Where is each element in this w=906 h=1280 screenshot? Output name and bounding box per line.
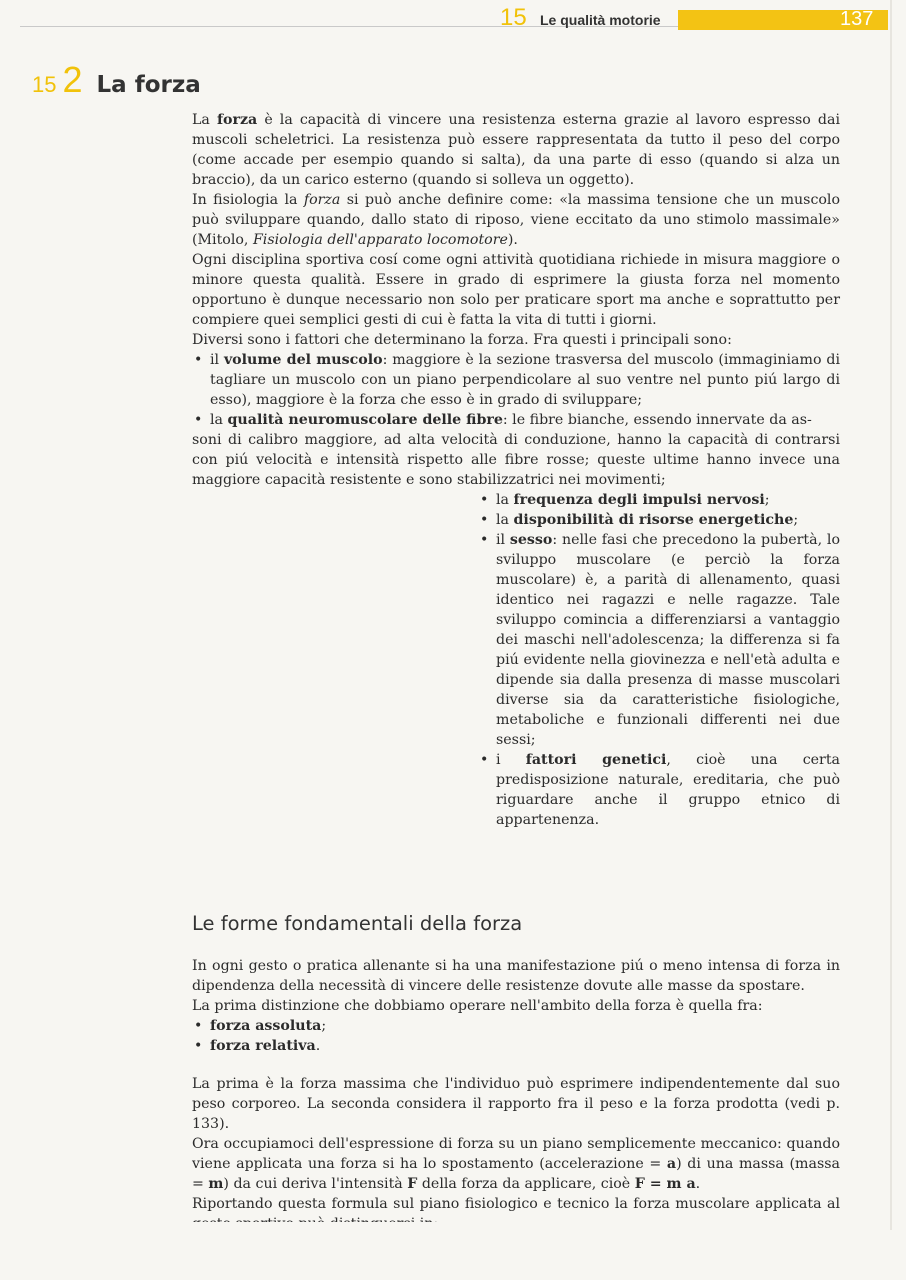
main-text	[192, 110, 840, 830]
paragraph-forms-intro: In ogni gesto o pratica allenante si ha una manifestazione piú o meno intensa di forza in dipendenza della necessità di vincere delle resistenze dovute alle masse da spostare.	[192, 958, 840, 994]
factors-list-2	[478, 490, 840, 830]
page-number: 137	[840, 8, 874, 30]
paragraph-distinction: La prima distinzione che dobbiamo operare nell'ambito della forza è quella fra:	[192, 998, 763, 1014]
paragraph-definition: La forza è la capacità di vincere una resistenza esterna grazie al lavoro espresso dai muscoli scheletrici. La resistenza può essere rappresentata da tutto il peso del corpo (come accade per esempio quando si salta), da una parte di esso (quando si alza un braccio), da un carico esterno (quando si solleva un oggetto).	[192, 112, 840, 188]
section-number: 2	[62, 59, 83, 100]
page-bottom-edge	[180, 1222, 860, 1252]
factors-list	[192, 350, 840, 430]
forms-list	[192, 1016, 840, 1056]
paragraph-physiological: Riportando questa formula sul piano fisiologico e tecnico la forza muscolare applicata al	[192, 1196, 840, 1212]
paragraph-physiology: In fisiologia la forza si può anche definire come: «la massima tensione che un muscolo può sviluppare quando, dallo stato di riposo, viene eccitato da uno stimolo massimale» (Mitolo, Fisiologia dell'apparato locomotore).	[192, 192, 841, 248]
section-chapter-number: 15	[32, 72, 57, 97]
list-item: • il volume del muscolo: maggiore è la sezione trasversa del muscolo (immaginiamo di tagliare un muscolo con un piano perpendicolare al suo ventre nel punto piú largo di esso), maggiore è la forza che esso è in grado di sviluppare;	[192, 350, 840, 410]
fibre-continuation: soni di calibro maggiore, ad alta velocità di conduzione, hanno la capacità di contrarsi con piú velocità e intensità rispetto alle fibre rosse; queste ultime hanno invece una maggiore capacità resistente e sono stabilizzatrici nei movimenti;	[192, 432, 840, 488]
list-item: • il sesso: nelle fasi che precedono la pubertà, lo sviluppo muscolare (e perciò la forza muscolare) è, a parità di allenamento, quasi identico nei ragazzi e nelle ragazze. Tale sviluppo comincia a differenziarsi a vantaggio dei maschi nell'adolescenza; la differenza si fa piú evidente nella giovinezza e nell'età adulta e dipende sia dalla presenza di masse muscolari diverse sia da caratteristiche fisiologiche, metaboliche e funzionali differenti nei due sessi;	[478, 530, 840, 750]
section-heading	[32, 59, 201, 100]
list-item: • i fattori genetici, cioè una certa predisposizione naturale, ereditaria, che può riguardare anche il gruppo etnico di appartenenza.	[478, 750, 840, 830]
list-item: • forza assoluta;	[192, 1016, 840, 1036]
paragraph-factors-intro: Diversi sono i fattori che determinano la forza. Fra questi i principali sono:	[192, 332, 732, 348]
paragraph-mechanics: Ora occupiamoci dell'espressione di forza su un piano semplicemente meccanico: quando viene applicata una forza si ha lo spostamento (accelerazione = a) di una massa (massa = m) da cui deriva l'intensità F della forza da applicare, cioè F = m a.	[192, 1136, 840, 1192]
header-chapter-number: 15	[500, 4, 527, 31]
paragraph-sport: Ogni disciplina sportiva cosí come ogni attività quotidiana richiede in misura maggiore o minore questa qualità. Essere in grado di esprimere la giusta forza nel momento opportuno è dunque necessario non solo per praticare sport ma anche e soprattutto per compiere quei semplici gesti di cui è fatta la vita di tutti i giorni.	[192, 252, 840, 328]
header-chapter-title: Le qualità motorie	[540, 12, 661, 28]
list-item: • forza relativa.	[192, 1036, 840, 1056]
list-item: • la qualità neuromuscolare delle fibre: le fibre bianche, essendo innervate da as-	[192, 410, 840, 430]
forms-text	[192, 956, 840, 1234]
list-item: • la frequenza degli impulsi nervosi;	[478, 490, 840, 510]
list-item: • la disponibilità di risorse energetiche;	[478, 510, 840, 530]
page-edge	[890, 0, 892, 1230]
subsection-title: Le forme fondamentali della forza	[192, 912, 523, 935]
section-title: La forza	[96, 72, 201, 98]
paragraph-absolute-relative: La prima è la forza massima che l'individuo può esprimere indipendentemente dal suo peso corporeo. La seconda considera il rapporto fra il peso e la forza prodotta (vedi p. 133).	[192, 1076, 840, 1132]
